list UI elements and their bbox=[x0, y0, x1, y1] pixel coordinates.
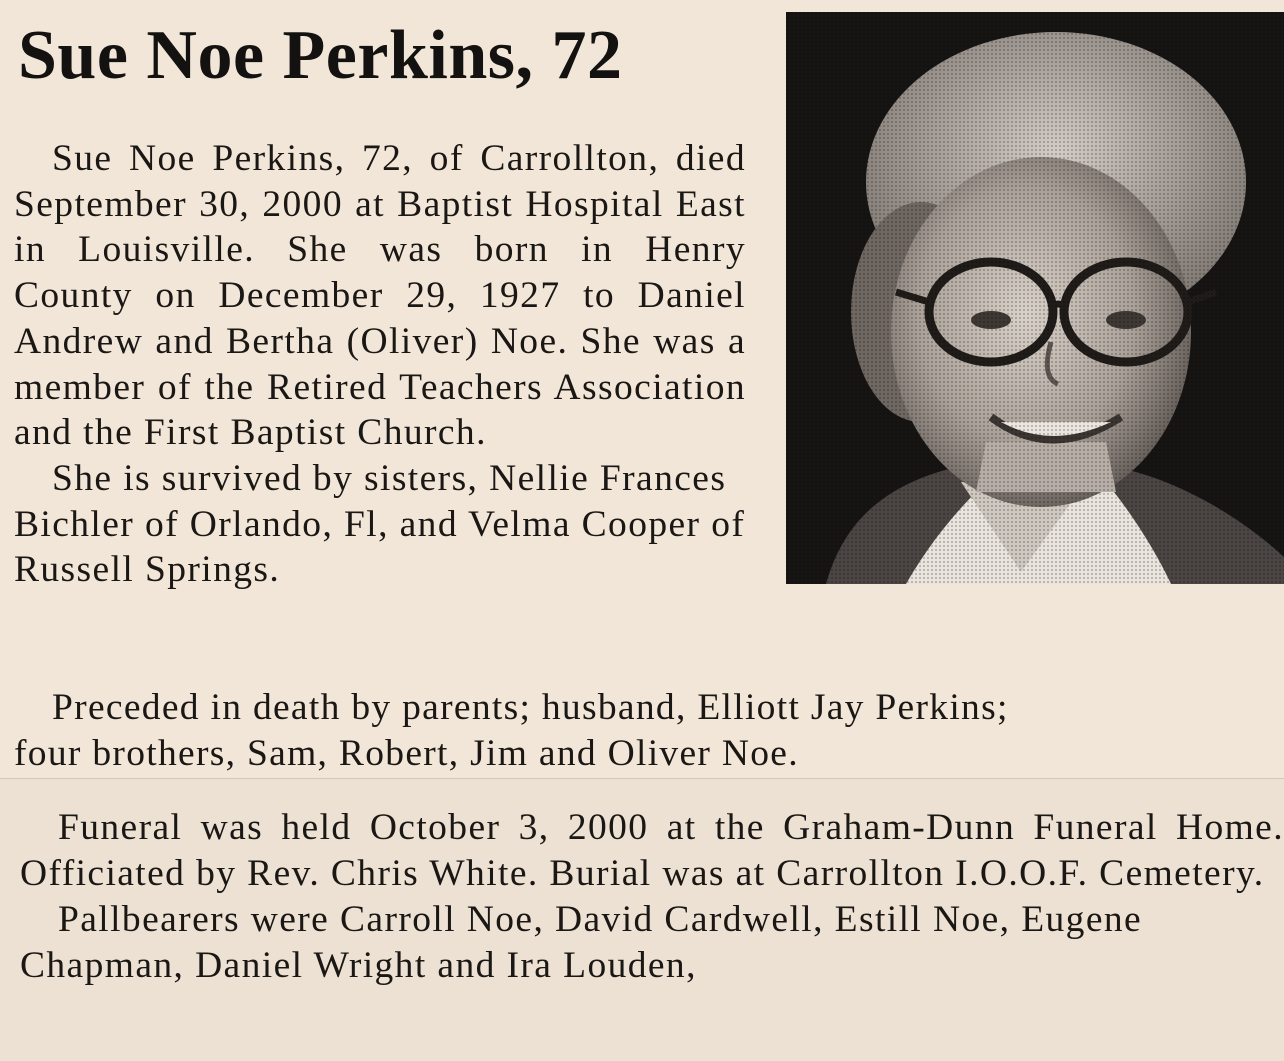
obituary-paragraph-3-line-2: four brothers, Sam, Robert, Jim and Oliver Noe. bbox=[14, 732, 799, 774]
obituary-paragraph-2: She is survived by sisters, Nellie Frances Bichler of Orlando, Fl, and Velma Cooper of Russell Springs. bbox=[14, 457, 746, 591]
obituary-column-text bbox=[14, 136, 746, 593]
obituary-paragraph-5: Pallbearers were Carroll Noe, David Cardwell, Estill Noe, Eugene Chapman, Daniel Wright and Ira Louden, bbox=[20, 899, 1143, 986]
obituary-paragraph-4: Funeral was held October 3, 2000 at the Graham-Dunn Funeral Home. Officiated by Rev. Chris White. Burial was at Carrollton I.O.O.F. Cemetery. bbox=[20, 807, 1284, 894]
obituary-preceded-in-death bbox=[14, 685, 1284, 776]
clipping-lower bbox=[0, 778, 1284, 1061]
obituary-headline: Sue Noe Perkins, 72 bbox=[18, 17, 623, 94]
obituary-paragraph-3-line-1: Preceded in death by parents; husband, Elliott Jay Perkins; bbox=[52, 687, 1009, 728]
funeral-details bbox=[20, 805, 1284, 989]
portrait-photo-icon bbox=[786, 12, 1284, 584]
obituary-paragraph-1: Sue Noe Perkins, 72, of Carrollton, died September 30, 2000 at Baptist Hospital East in Louisville. She was born in Henry County on December 29, 1927 to Daniel Andrew and Bertha (Oliver) Noe. She was a member of the Retired Teachers Association and the First Baptist Church. bbox=[14, 138, 746, 454]
